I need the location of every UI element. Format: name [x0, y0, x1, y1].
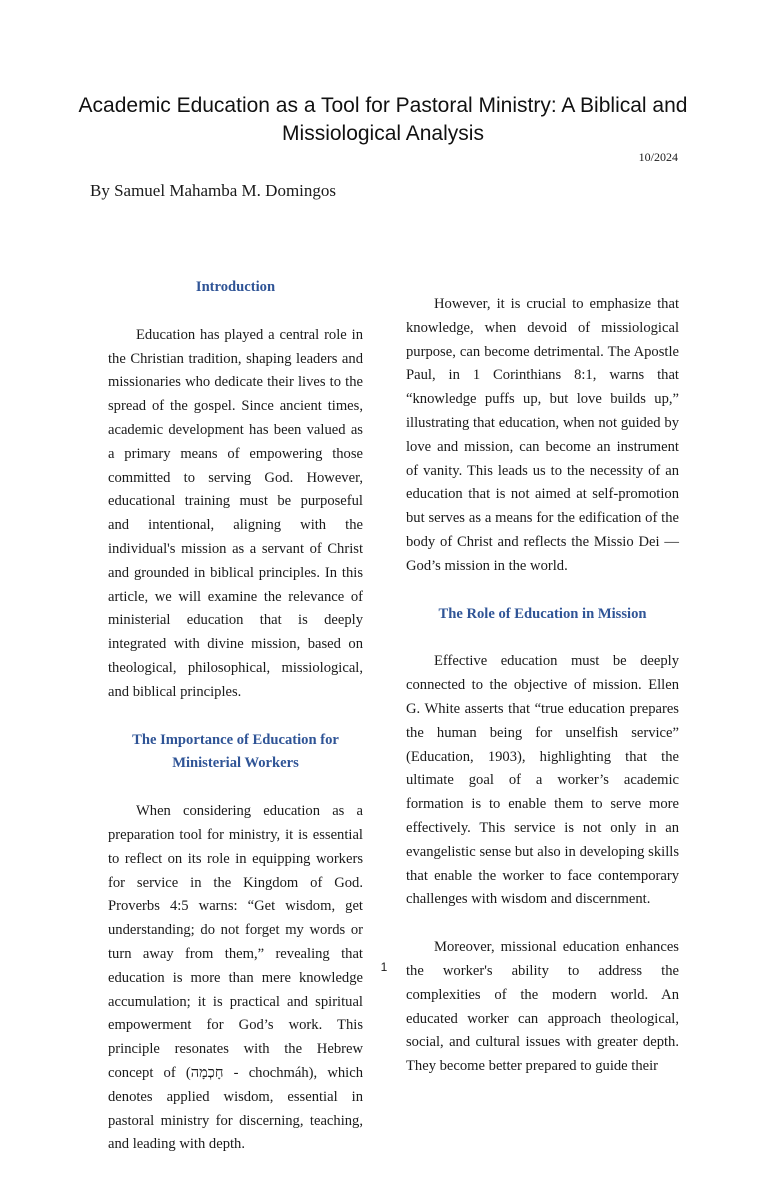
- paragraph: When considering education as a preparation tool for ministry, it is essential to reflect on its role in equipping workers for service in the Kingdom of God. Proverbs 4:5 warns: “Get wisdom, get understanding; do not forget my words or turn away from them,” revealing that education is more than mere knowledge accumulation; it is practical and spiritual empowerment for God’s work. This principle resonates with the Hebrew concept of (חָכְמָה - chochmáh), which denotes applied wisdom, essential in pastoral ministry for discerning, teaching, and leading with depth.: [108, 803, 363, 1153]
- paragraph: Effective education must be deeply connected to the objective of mission. Ellen G. White asserts that “true education prepares the human being for unselfish service” (Education, 1903), highlighting that the ultimate goal of a worker’s academic formation is to enable them to serve more effectively. This service is not only in an evangelistic sense but also in developing skills that enable the worker to face contemporary challenges with wisdom and discernment.: [406, 653, 679, 908]
- left-column: [108, 276, 363, 1181]
- page-number: 1: [380, 960, 388, 974]
- paragraph: Education has played a central role in the Christian tradition, shaping leaders and missionaries who dedicate their lives to the spread of the gospel. Since ancient times, academic development has been valued as a primary means of empowering those committed to serving God. However, educational training must be purposeful and intentional, aligning with the individual's mission as a servant of Christ and grounded in biblical principles. In this article, we will examine the relevance of ministerial education that is deeply integrated with divine mission, based on theological, philosophical, missiological, and biblical principles.: [108, 326, 363, 700]
- author-byline: By Samuel Mahamba M. Domingos: [90, 181, 337, 200]
- paragraph: Moreover, missional education enhances the worker's ability to address the complexities of the modern world. An educated worker can approach theological, social, and cultural issues with greater depth. They become better prepared to guide their: [406, 939, 679, 1075]
- section-heading-role: The Role of Education in Mission: [438, 605, 647, 622]
- paragraph: However, it is crucial to emphasize that knowledge, when devoid of missiological purpose, can become detrimental. The Apostle Paul, in 1 Corinthians 8:1, warns that “knowledge puffs up, but love builds up,” illustrating that education, when not guided by love and mission, can become an instrument of vanity. This leads us to the necessity of an education that is not aimed at self-promotion but serves as a means for the edification of the body of Christ and reflects the Missio Dei — God’s mission in the world.: [406, 296, 679, 574]
- section-heading-introduction: Introduction: [195, 279, 276, 295]
- document-title: Academic Education as a Tool for Pastoral Ministry: A Biblical and Missiological Analysis: [78, 94, 688, 145]
- section-heading-importance: The Importance of Education for Ministerial Workers: [132, 731, 339, 772]
- document-date: 10/2024: [638, 150, 678, 164]
